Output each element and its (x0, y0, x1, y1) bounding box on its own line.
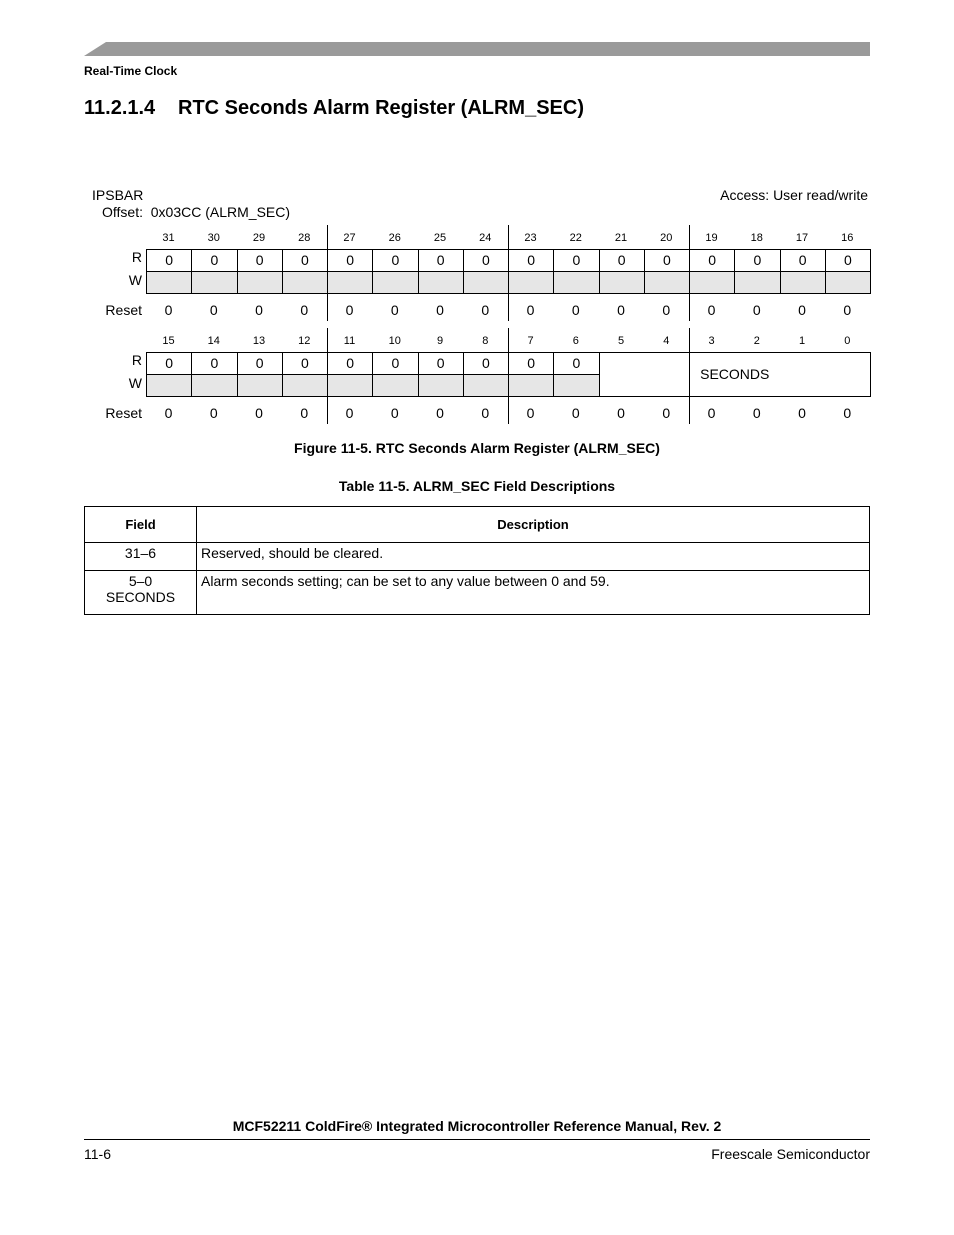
read-bit-cell: 0 (780, 249, 826, 272)
row-label-reset: Reset (105, 302, 142, 318)
bit-number: 16 (841, 232, 854, 244)
read-bit-cell: 0 (689, 249, 735, 272)
write-bit-cell (146, 374, 192, 397)
write-bit-cell (508, 374, 554, 397)
bit-number: 14 (207, 335, 220, 347)
field-bits: 31–6 (124, 545, 157, 561)
bit-number: 13 (252, 335, 266, 347)
reset-value: 0 (209, 405, 218, 421)
write-bit-cell (327, 374, 373, 397)
description-cell: Reserved, should be cleared. (197, 543, 870, 571)
bit-number: 5 (617, 335, 625, 347)
reset-value: 0 (707, 302, 716, 318)
bit-number: 27 (343, 232, 356, 244)
reset-value: 0 (164, 302, 173, 318)
reset-value: 0 (617, 302, 625, 318)
read-bit-cell: 0 (644, 249, 690, 272)
bit-number: 9 (436, 335, 444, 347)
bit-number: 12 (298, 335, 311, 347)
reset-value: 0 (752, 302, 761, 318)
read-bit-cell: 0 (734, 249, 780, 272)
table-header-row (85, 507, 870, 543)
read-bit-cell: 0 (372, 352, 418, 375)
bit-number: 17 (795, 232, 809, 244)
reset-value: 0 (481, 302, 490, 318)
write-bit-cell (191, 271, 237, 294)
section-title-text: RTC Seconds Alarm Register (ALRM_SEC) (178, 97, 584, 119)
reset-value: 0 (345, 302, 354, 318)
row-label-write: W (128, 272, 142, 288)
bit-number: 2 (753, 335, 760, 347)
bit-number: 24 (479, 232, 492, 244)
write-bit-cell (237, 271, 283, 294)
write-bit-cell (644, 271, 690, 294)
bit-number: 11 (343, 335, 356, 347)
row-label-write: W (128, 375, 142, 391)
field-bits: 5–0 (128, 573, 153, 589)
write-bit-cell (237, 374, 283, 397)
reset-value: 0 (436, 405, 444, 421)
bit-number: 6 (572, 335, 579, 347)
write-bit-cell (282, 374, 328, 397)
write-bit-cell (553, 271, 599, 294)
register-offset (102, 204, 290, 220)
bit-number: 31 (162, 232, 175, 244)
write-bit-cell (689, 271, 735, 294)
bit-number: 23 (524, 232, 537, 244)
bit-number: 20 (660, 232, 673, 244)
reset-value: 0 (843, 302, 852, 318)
write-bit-cell (508, 271, 554, 294)
write-bit-cell (780, 271, 826, 294)
reset-value: 0 (843, 405, 852, 421)
write-bit-cell (734, 271, 780, 294)
register-access: Access: User read/write (720, 187, 868, 203)
reset-value: 0 (707, 405, 716, 421)
read-bit-cell: 0 (282, 249, 328, 272)
description-cell: Alarm seconds setting; can be set to any value between 0 and 59. (197, 571, 870, 615)
bit-number: 18 (750, 232, 763, 244)
write-bit-cell (282, 271, 328, 294)
read-bit-cell: 0 (825, 249, 871, 272)
row-label-reset: Reset (105, 405, 142, 421)
section-title (84, 97, 584, 120)
bit-number: 15 (162, 335, 175, 347)
header-bar (84, 42, 870, 56)
write-bit-cell (372, 271, 418, 294)
write-bit-cell (327, 271, 373, 294)
bit-number: 25 (433, 232, 447, 244)
footer-rule (84, 1139, 870, 1140)
bit-number: 22 (569, 232, 582, 244)
reset-value: 0 (662, 302, 671, 318)
read-bit-cell: 0 (508, 352, 554, 375)
read-bit-cell: 0 (237, 352, 283, 375)
column-header-description: Description (197, 507, 870, 543)
reset-value: 0 (209, 302, 218, 318)
register-offset-label: Offset: (102, 204, 143, 220)
bit-number: 28 (298, 232, 311, 244)
read-bit-cell: 0 (282, 352, 328, 375)
write-bit-cell (463, 271, 509, 294)
reset-value: 0 (526, 405, 535, 421)
section-number: 11.2.1.4 (84, 97, 156, 119)
table-caption: Table 11-5. ALRM_SEC Field Descriptions (338, 478, 616, 494)
write-bit-cell (418, 374, 464, 397)
read-bit-cell: 0 (327, 352, 373, 375)
reset-value: 0 (571, 405, 580, 421)
write-bit-cell (463, 374, 509, 397)
table-row (85, 571, 870, 615)
bit-number: 8 (482, 335, 489, 347)
reset-value: 0 (481, 405, 490, 421)
read-bit-cell: 0 (418, 352, 464, 375)
read-bit-cell: 0 (146, 352, 192, 375)
read-bit-cell: 0 (418, 249, 464, 272)
write-bit-cell (372, 374, 418, 397)
reset-value: 0 (571, 302, 580, 318)
field-descriptions-table (84, 506, 870, 615)
read-bit-cell: 0 (463, 249, 509, 272)
write-bit-cell (146, 271, 192, 294)
register-offset-value: 0x03CC (ALRM_SEC) (150, 204, 291, 220)
page-number: 11-6 (84, 1146, 111, 1162)
footer-title: MCF52211 ColdFire® Integrated Microcontroller Reference Manual, Rev. 2 (232, 1118, 722, 1134)
read-bit-cell: 0 (191, 249, 237, 272)
bit-number: 4 (663, 335, 670, 347)
reset-value: 0 (255, 302, 263, 318)
bit-number: 10 (388, 335, 401, 347)
field-name: SECONDS (105, 589, 176, 605)
write-bit-cell (418, 271, 464, 294)
bit-number: 3 (708, 335, 715, 347)
footer-company: Freescale Semiconductor (711, 1146, 870, 1162)
reset-value: 0 (752, 405, 761, 421)
figure-caption: Figure 11-5. RTC Seconds Alarm Register (ALRM_SEC) (294, 440, 660, 456)
reset-value: 0 (300, 405, 309, 421)
reset-value: 0 (390, 302, 399, 318)
column-header-field: Field (85, 507, 197, 543)
read-bit-cell: 0 (508, 249, 554, 272)
bit-number: 26 (388, 232, 401, 244)
read-bit-cell: 0 (237, 249, 283, 272)
reset-value: 0 (662, 405, 671, 421)
read-bit-cell: 0 (327, 249, 373, 272)
bit-number: 0 (844, 335, 851, 347)
read-bit-cell: 0 (146, 249, 192, 272)
bit-number: 30 (207, 232, 220, 244)
row-label-read: R (131, 249, 142, 265)
read-bit-cell: 0 (191, 352, 237, 375)
write-bit-cell (553, 374, 599, 397)
field-cell (85, 571, 197, 615)
write-bit-cell (191, 374, 237, 397)
reset-value: 0 (300, 302, 309, 318)
reset-value: 0 (390, 405, 399, 421)
bit-number: 21 (614, 232, 628, 244)
bit-number: 29 (252, 232, 266, 244)
read-bit-cell: 0 (553, 249, 599, 272)
read-bit-cell: 0 (372, 249, 418, 272)
reset-value: 0 (345, 405, 354, 421)
reset-value: 0 (526, 302, 535, 318)
reset-value: 0 (164, 405, 173, 421)
bit-number: 1 (798, 335, 806, 347)
read-bit-cell: 0 (599, 249, 645, 272)
read-bit-cell: 0 (553, 352, 599, 375)
running-head: Real-Time Clock (84, 64, 178, 78)
row-label-read: R (131, 352, 142, 368)
reset-value: 0 (798, 405, 806, 421)
write-bit-cell (599, 271, 645, 294)
reset-value: 0 (798, 302, 806, 318)
seconds-field: SECONDS (599, 352, 872, 397)
bit-number: 7 (527, 335, 534, 347)
reset-value: 0 (436, 302, 444, 318)
read-bit-cell: 0 (463, 352, 509, 375)
write-bit-cell (825, 271, 871, 294)
register-base-label: IPSBAR (92, 187, 144, 203)
reset-value: 0 (255, 405, 263, 421)
reset-value: 0 (617, 405, 625, 421)
table-row (85, 543, 870, 571)
bit-number: 19 (705, 232, 718, 244)
field-cell (85, 543, 197, 571)
